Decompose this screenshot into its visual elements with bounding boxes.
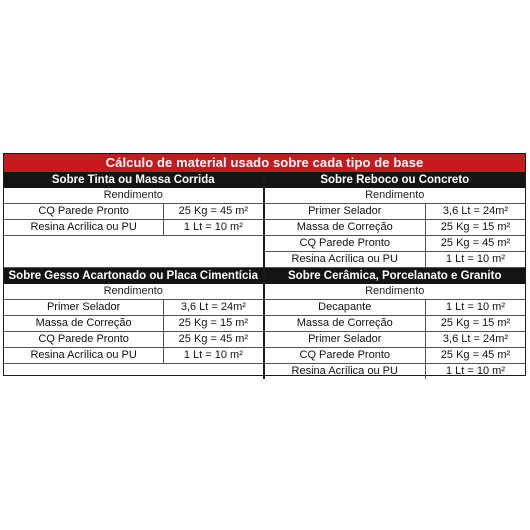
rendimento-label: Rendimento [4, 284, 263, 300]
empty-space [4, 364, 263, 379]
material-name: Primer Selador [265, 332, 427, 347]
bottom-sections [4, 268, 525, 379]
section-header-ceramica: Sobre Cerâmica, Porcelanato e Granito [265, 268, 526, 284]
material-name: Resina Acrílica ou PU [4, 348, 164, 363]
material-name: Massa de Correção [265, 220, 427, 235]
material-name: Massa de Correção [265, 316, 427, 331]
material-yield: 3,6 Lt = 24m² [442, 205, 509, 217]
table-row [265, 236, 526, 252]
material-yield: 3,6 Lt = 24m² [442, 333, 509, 345]
material-name: CQ Parede Pronto [265, 348, 427, 363]
section-header-tinta: Sobre Tinta ou Massa Corrida [4, 172, 263, 188]
material-name: Resina Acrílica ou PU [4, 220, 164, 235]
table-row [265, 204, 526, 220]
table-row [265, 316, 526, 332]
top-sections [4, 172, 525, 268]
material-yield: 25 Kg = 15 m² [178, 317, 249, 329]
table-row [4, 316, 263, 332]
rendimento-label: Rendimento [4, 188, 263, 204]
material-name: CQ Parede Pronto [265, 236, 427, 251]
table-row [4, 300, 263, 316]
table-row [265, 332, 526, 348]
section-header-reboco: Sobre Reboco ou Concreto [265, 172, 526, 188]
table-row [4, 348, 263, 364]
material-yield: 25 Kg = 45 m² [440, 349, 511, 361]
section-header-gesso: Sobre Gesso Acartonado ou Placa Cimentícia [4, 268, 263, 284]
table-row [265, 364, 526, 379]
table-row [265, 220, 526, 236]
section-reboco [265, 172, 526, 268]
material-yield: 1 Lt = 10 m² [445, 365, 505, 377]
table-row [265, 348, 526, 364]
table-row [4, 220, 263, 236]
material-yield: 3,6 Lt = 24m² [180, 301, 246, 313]
section-ceramica [265, 268, 526, 379]
section-tinta [4, 172, 265, 268]
material-yield: 25 Kg = 15 m² [440, 221, 511, 233]
material-name: Primer Selador [265, 204, 427, 219]
material-name: Primer Selador [4, 300, 164, 315]
material-yield: 25 Kg = 45 m² [178, 333, 249, 345]
material-name: Resina Acrílica ou PU [265, 252, 427, 267]
table-row [4, 332, 263, 348]
table-title: Cálculo de material usado sobre cada tipo de base [4, 154, 525, 172]
material-name: CQ Parede Pronto [4, 332, 164, 347]
rendimento-label: Rendimento [265, 284, 526, 300]
rendimento-label: Rendimento [265, 188, 526, 204]
material-calculation-table [3, 153, 526, 376]
table-row [265, 300, 526, 316]
material-yield: 25 Kg = 15 m² [440, 317, 511, 329]
material-yield: 1 Lt = 10 m² [445, 301, 505, 313]
material-yield: 25 Kg = 45 m² [440, 237, 511, 249]
material-name: Resina Acrílica ou PU [265, 364, 427, 379]
section-gesso [4, 268, 265, 379]
material-yield: 25 Kg = 45 m² [178, 205, 249, 217]
material-yield: 1 Lt = 10 m² [183, 221, 243, 233]
material-yield: 1 Lt = 10 m² [445, 253, 505, 265]
table-row [4, 204, 263, 220]
material-name: Decapante [265, 300, 427, 315]
material-yield: 1 Lt = 10 m² [183, 349, 243, 361]
empty-space [4, 236, 263, 268]
table-row [265, 252, 526, 268]
material-name: CQ Parede Pronto [4, 204, 164, 219]
material-name: Massa de Correção [4, 316, 164, 331]
